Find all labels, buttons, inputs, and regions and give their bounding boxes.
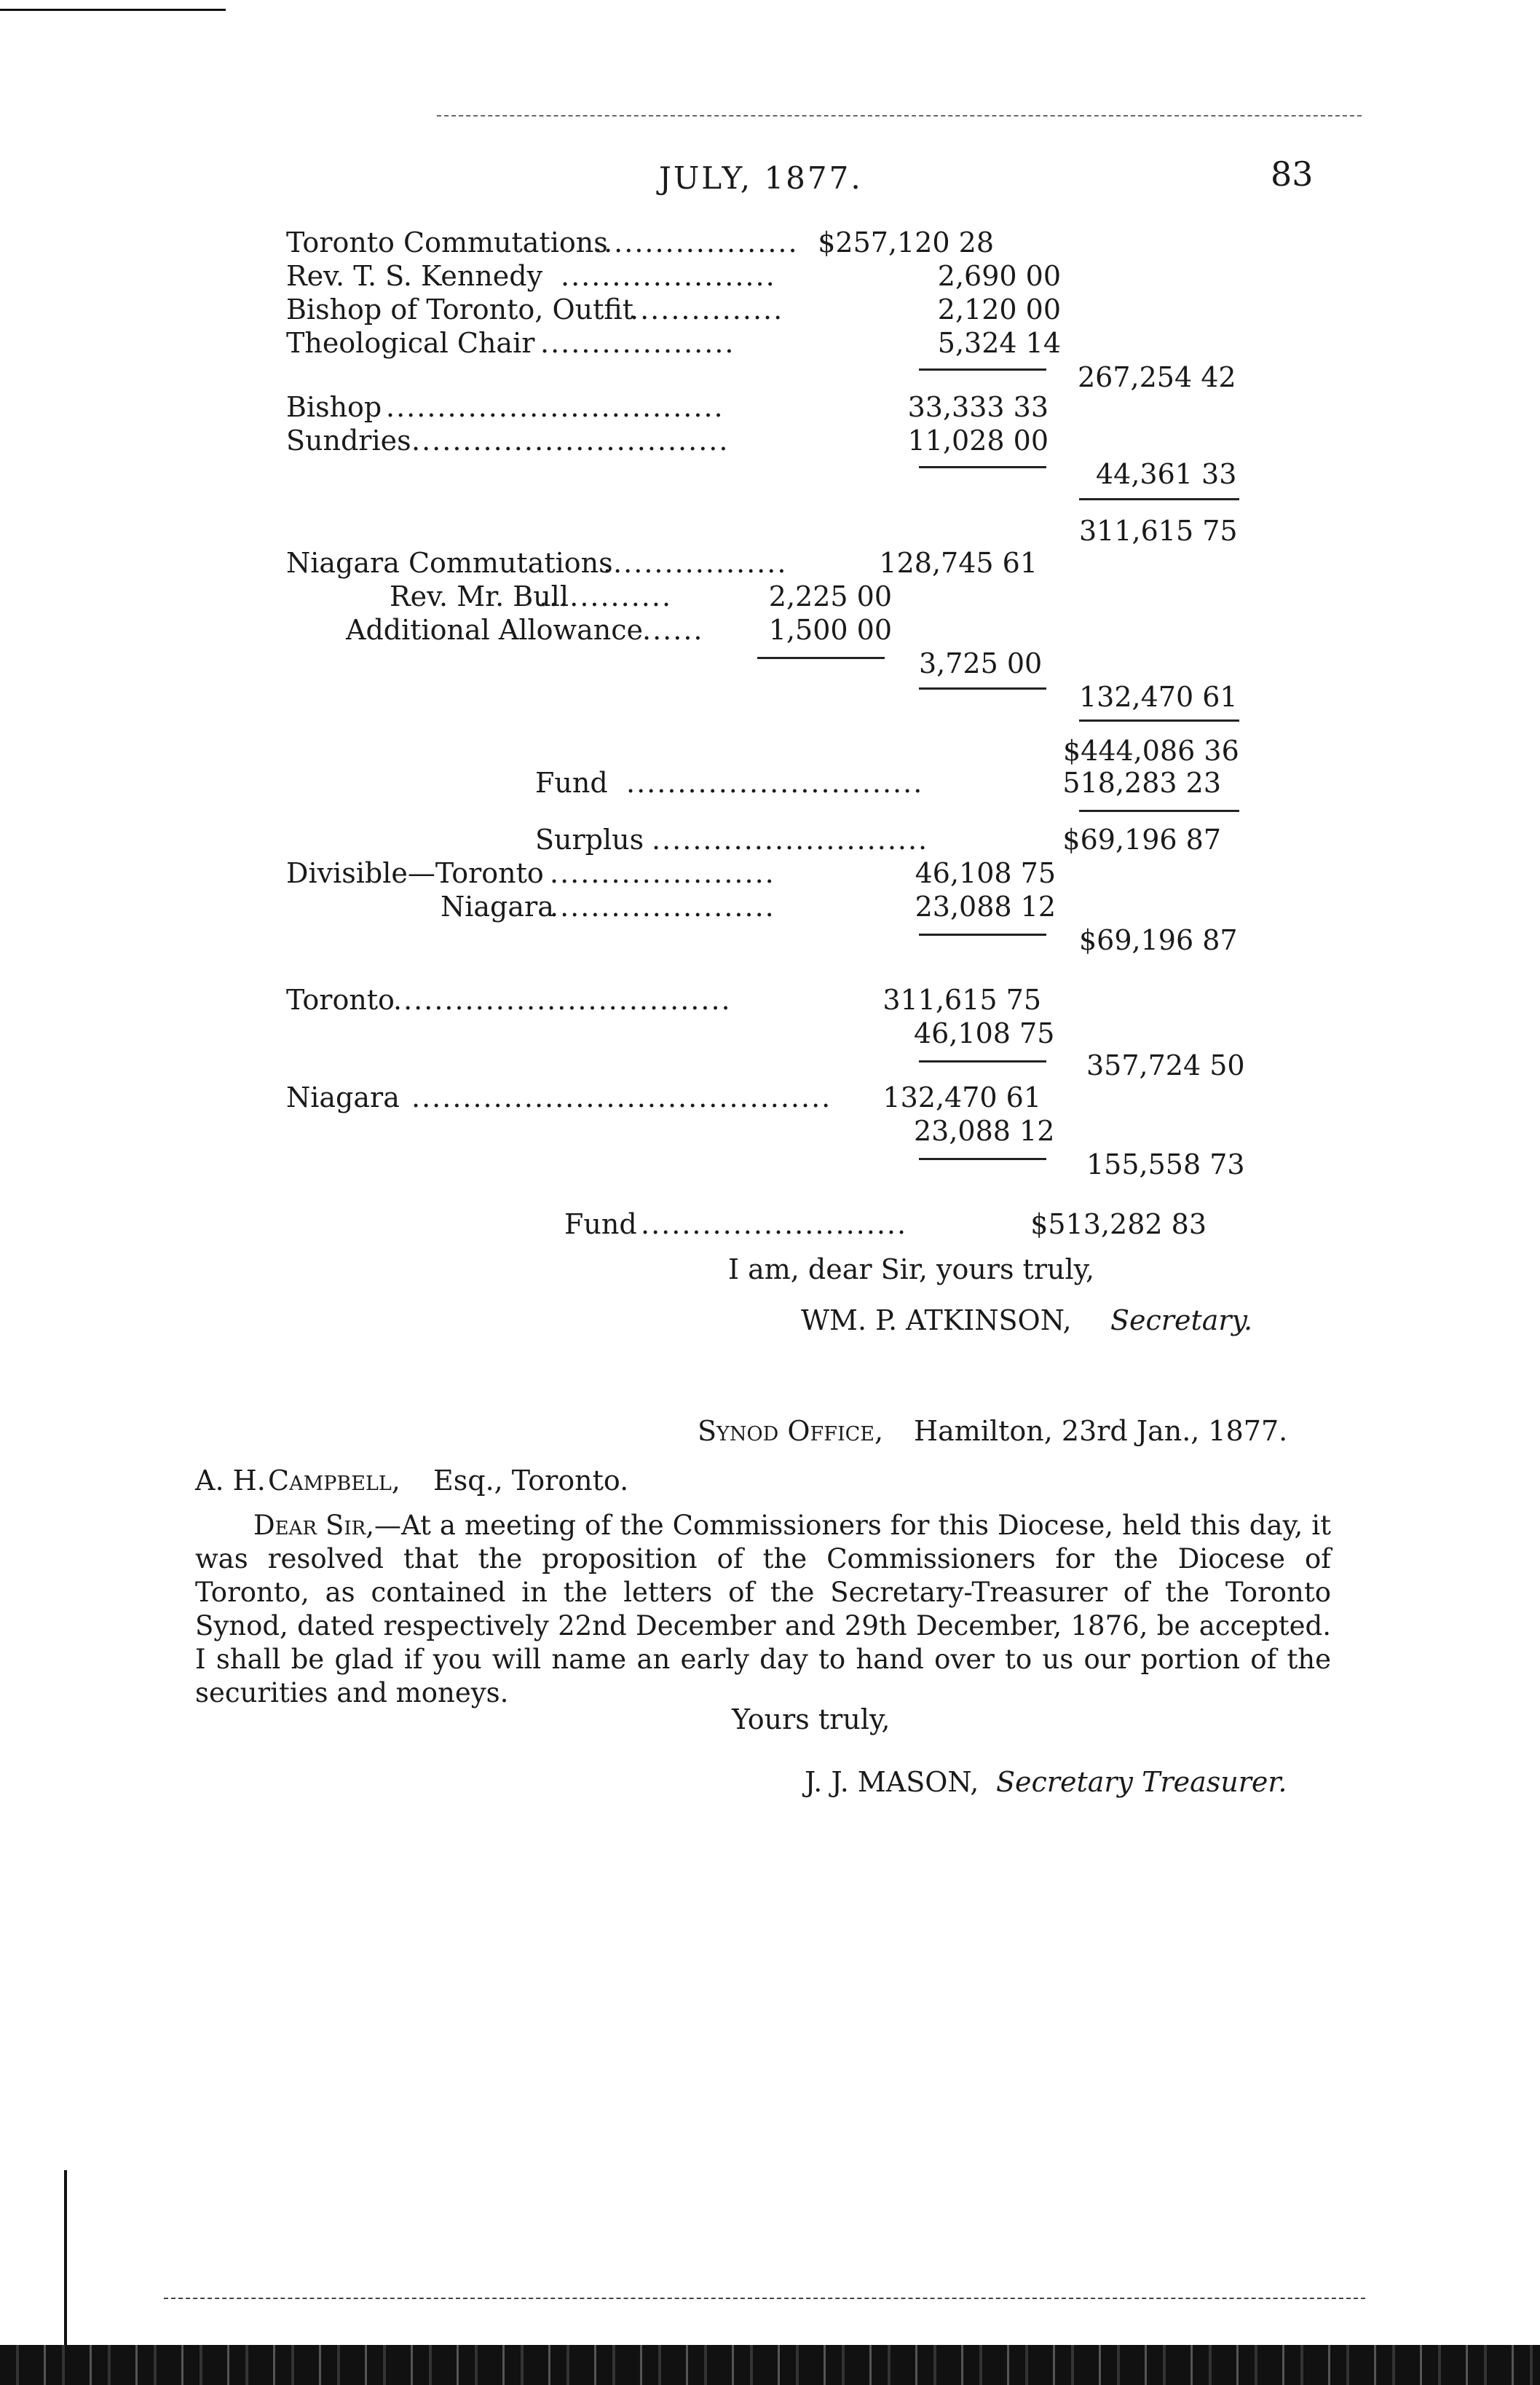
synod-office: Synod Office, bbox=[698, 1415, 884, 1447]
signature-title: Secretary. bbox=[1110, 1304, 1253, 1336]
scan-bottom-band bbox=[0, 2345, 1540, 2385]
row-label: Toronto bbox=[286, 984, 395, 1016]
row-leader: .................. bbox=[603, 547, 788, 579]
row-label: Niagara Commutations bbox=[286, 547, 613, 579]
row-label: Rev. Mr. Bull bbox=[390, 580, 569, 612]
subtotal-rule bbox=[919, 1158, 1046, 1160]
row-leader: ............................... bbox=[411, 425, 730, 457]
row-value: 132,470 61 bbox=[882, 1081, 1041, 1113]
scan-top-mark bbox=[0, 9, 226, 11]
scan-bottom-rule bbox=[164, 2298, 1365, 2299]
row-label: Toronto Commutations bbox=[286, 226, 608, 259]
addressee-name: Campbell, bbox=[268, 1464, 400, 1497]
row-label: Niagara bbox=[441, 891, 554, 923]
row-value: $257,120 28 bbox=[818, 226, 994, 259]
row-leader: ................................. bbox=[393, 984, 732, 1016]
row-leader: ................................. bbox=[386, 391, 724, 423]
toronto2-value2: 46,108 75 bbox=[914, 1017, 1055, 1049]
niagara2-total: 155,558 73 bbox=[1086, 1148, 1245, 1180]
row-value: 11,028 00 bbox=[907, 425, 1049, 457]
subtotal-rule bbox=[757, 657, 885, 659]
row-leader: .................... bbox=[593, 226, 799, 259]
body-text: —At a meeting of the Commissioners for this Diocese, held this day, it was resolved that the proposition of the Commissioners for the Diocese of Toronto, as contained in the letters of the Secretary-Treasurer of the Toronto Synod, dated respectively 22nd December and 29th December, 1876, be accepted. I shall be glad if you will name an early day to hand over to us our portion of the securities and moneys. bbox=[195, 1510, 1331, 1708]
row-leader: ........................... bbox=[652, 824, 929, 856]
row-label: Rev. T. S. Kennedy bbox=[286, 260, 543, 292]
subtotal-rule bbox=[919, 466, 1046, 468]
row-label: Additional Allowance bbox=[346, 614, 643, 646]
row-label: Theological Chair bbox=[286, 327, 535, 359]
salutation: Dear Sir, bbox=[253, 1510, 374, 1541]
row-label: Sundries bbox=[286, 425, 411, 457]
row-label: Bishop of Toronto, Outfit bbox=[286, 293, 633, 326]
row-leader: .......................... bbox=[641, 1208, 908, 1240]
subtotal-rule bbox=[919, 368, 1046, 371]
row-leader: ................... bbox=[540, 327, 735, 359]
row-value: 33,333 33 bbox=[907, 391, 1049, 423]
signature-title: Secretary Treasurer. bbox=[996, 1766, 1287, 1798]
row-value: 2,120 00 bbox=[937, 293, 1061, 326]
row-value: 5,324 14 bbox=[937, 327, 1061, 359]
row-leader: ............... bbox=[630, 293, 784, 326]
page-number: 83 bbox=[1271, 154, 1314, 194]
total-rule bbox=[1079, 498, 1239, 500]
row-value: 46,108 75 bbox=[915, 857, 1056, 889]
row-value: 23,088 12 bbox=[915, 891, 1056, 923]
row-leader: ...... bbox=[642, 614, 704, 646]
niagara2-value2: 23,088 12 bbox=[914, 1115, 1055, 1147]
row-value: 311,615 75 bbox=[882, 984, 1041, 1016]
row-value: 2,225 00 bbox=[768, 580, 892, 612]
grand-total: $444,086 36 bbox=[1063, 735, 1239, 767]
total-rule bbox=[1079, 720, 1239, 722]
letter2-body bbox=[195, 1509, 1331, 1710]
toronto-total: 311,615 75 bbox=[1079, 515, 1238, 547]
place-date: Hamilton, 23rd Jan., 1877. bbox=[914, 1415, 1288, 1447]
subtotal-rule bbox=[919, 687, 1046, 690]
niagara-sub-total: 3,725 00 bbox=[919, 647, 1043, 679]
scan-top-rule bbox=[437, 115, 1362, 117]
letter1-closing: I am, dear Sir, yours truly, bbox=[728, 1253, 1095, 1285]
toronto2-total: 357,724 50 bbox=[1086, 1049, 1245, 1081]
row-value: 2,690 00 bbox=[937, 260, 1061, 292]
signature-name: J. J. MASON, bbox=[805, 1766, 979, 1798]
subtotal-rule bbox=[919, 1060, 1046, 1063]
row-label: Bishop bbox=[286, 391, 382, 423]
addressee-rest: Esq., Toronto. bbox=[433, 1464, 629, 1497]
row-leader: ......................................... bbox=[411, 1081, 832, 1113]
row-label: Fund bbox=[564, 1208, 637, 1240]
toronto-subtotal: 267,254 42 bbox=[1078, 361, 1236, 393]
row-leader: ..................... bbox=[561, 260, 776, 292]
subtotal-rule bbox=[919, 934, 1046, 936]
row-value: $513,282 83 bbox=[1030, 1208, 1207, 1240]
row-label: Fund bbox=[535, 767, 608, 799]
row-value: $69,196 87 bbox=[1062, 824, 1221, 856]
row-value: 518,283 23 bbox=[1062, 767, 1221, 799]
row-value: 1,500 00 bbox=[768, 614, 892, 646]
row-label: Surplus bbox=[535, 824, 644, 856]
row-label: Niagara bbox=[286, 1081, 400, 1113]
total-rule bbox=[1079, 810, 1239, 812]
bishop-subtotal: 44,361 33 bbox=[1096, 458, 1237, 490]
running-title: JULY, 1877. bbox=[659, 160, 863, 196]
divisible-total: $69,196 87 bbox=[1079, 924, 1238, 956]
row-leader: ...................... bbox=[550, 891, 775, 923]
row-leader: ............................. bbox=[626, 767, 924, 799]
row-label: Divisible—Toronto bbox=[286, 857, 544, 889]
row-value: 128,745 61 bbox=[879, 547, 1038, 579]
letter2-closing: Yours truly, bbox=[732, 1703, 891, 1735]
addressee-initials: A. H. bbox=[195, 1464, 266, 1497]
row-leader: ............. bbox=[539, 580, 673, 612]
row-leader: ...................... bbox=[550, 857, 775, 889]
signature-name: WM. P. ATKINSON, bbox=[801, 1304, 1072, 1336]
niagara-total: 132,470 61 bbox=[1079, 681, 1238, 713]
